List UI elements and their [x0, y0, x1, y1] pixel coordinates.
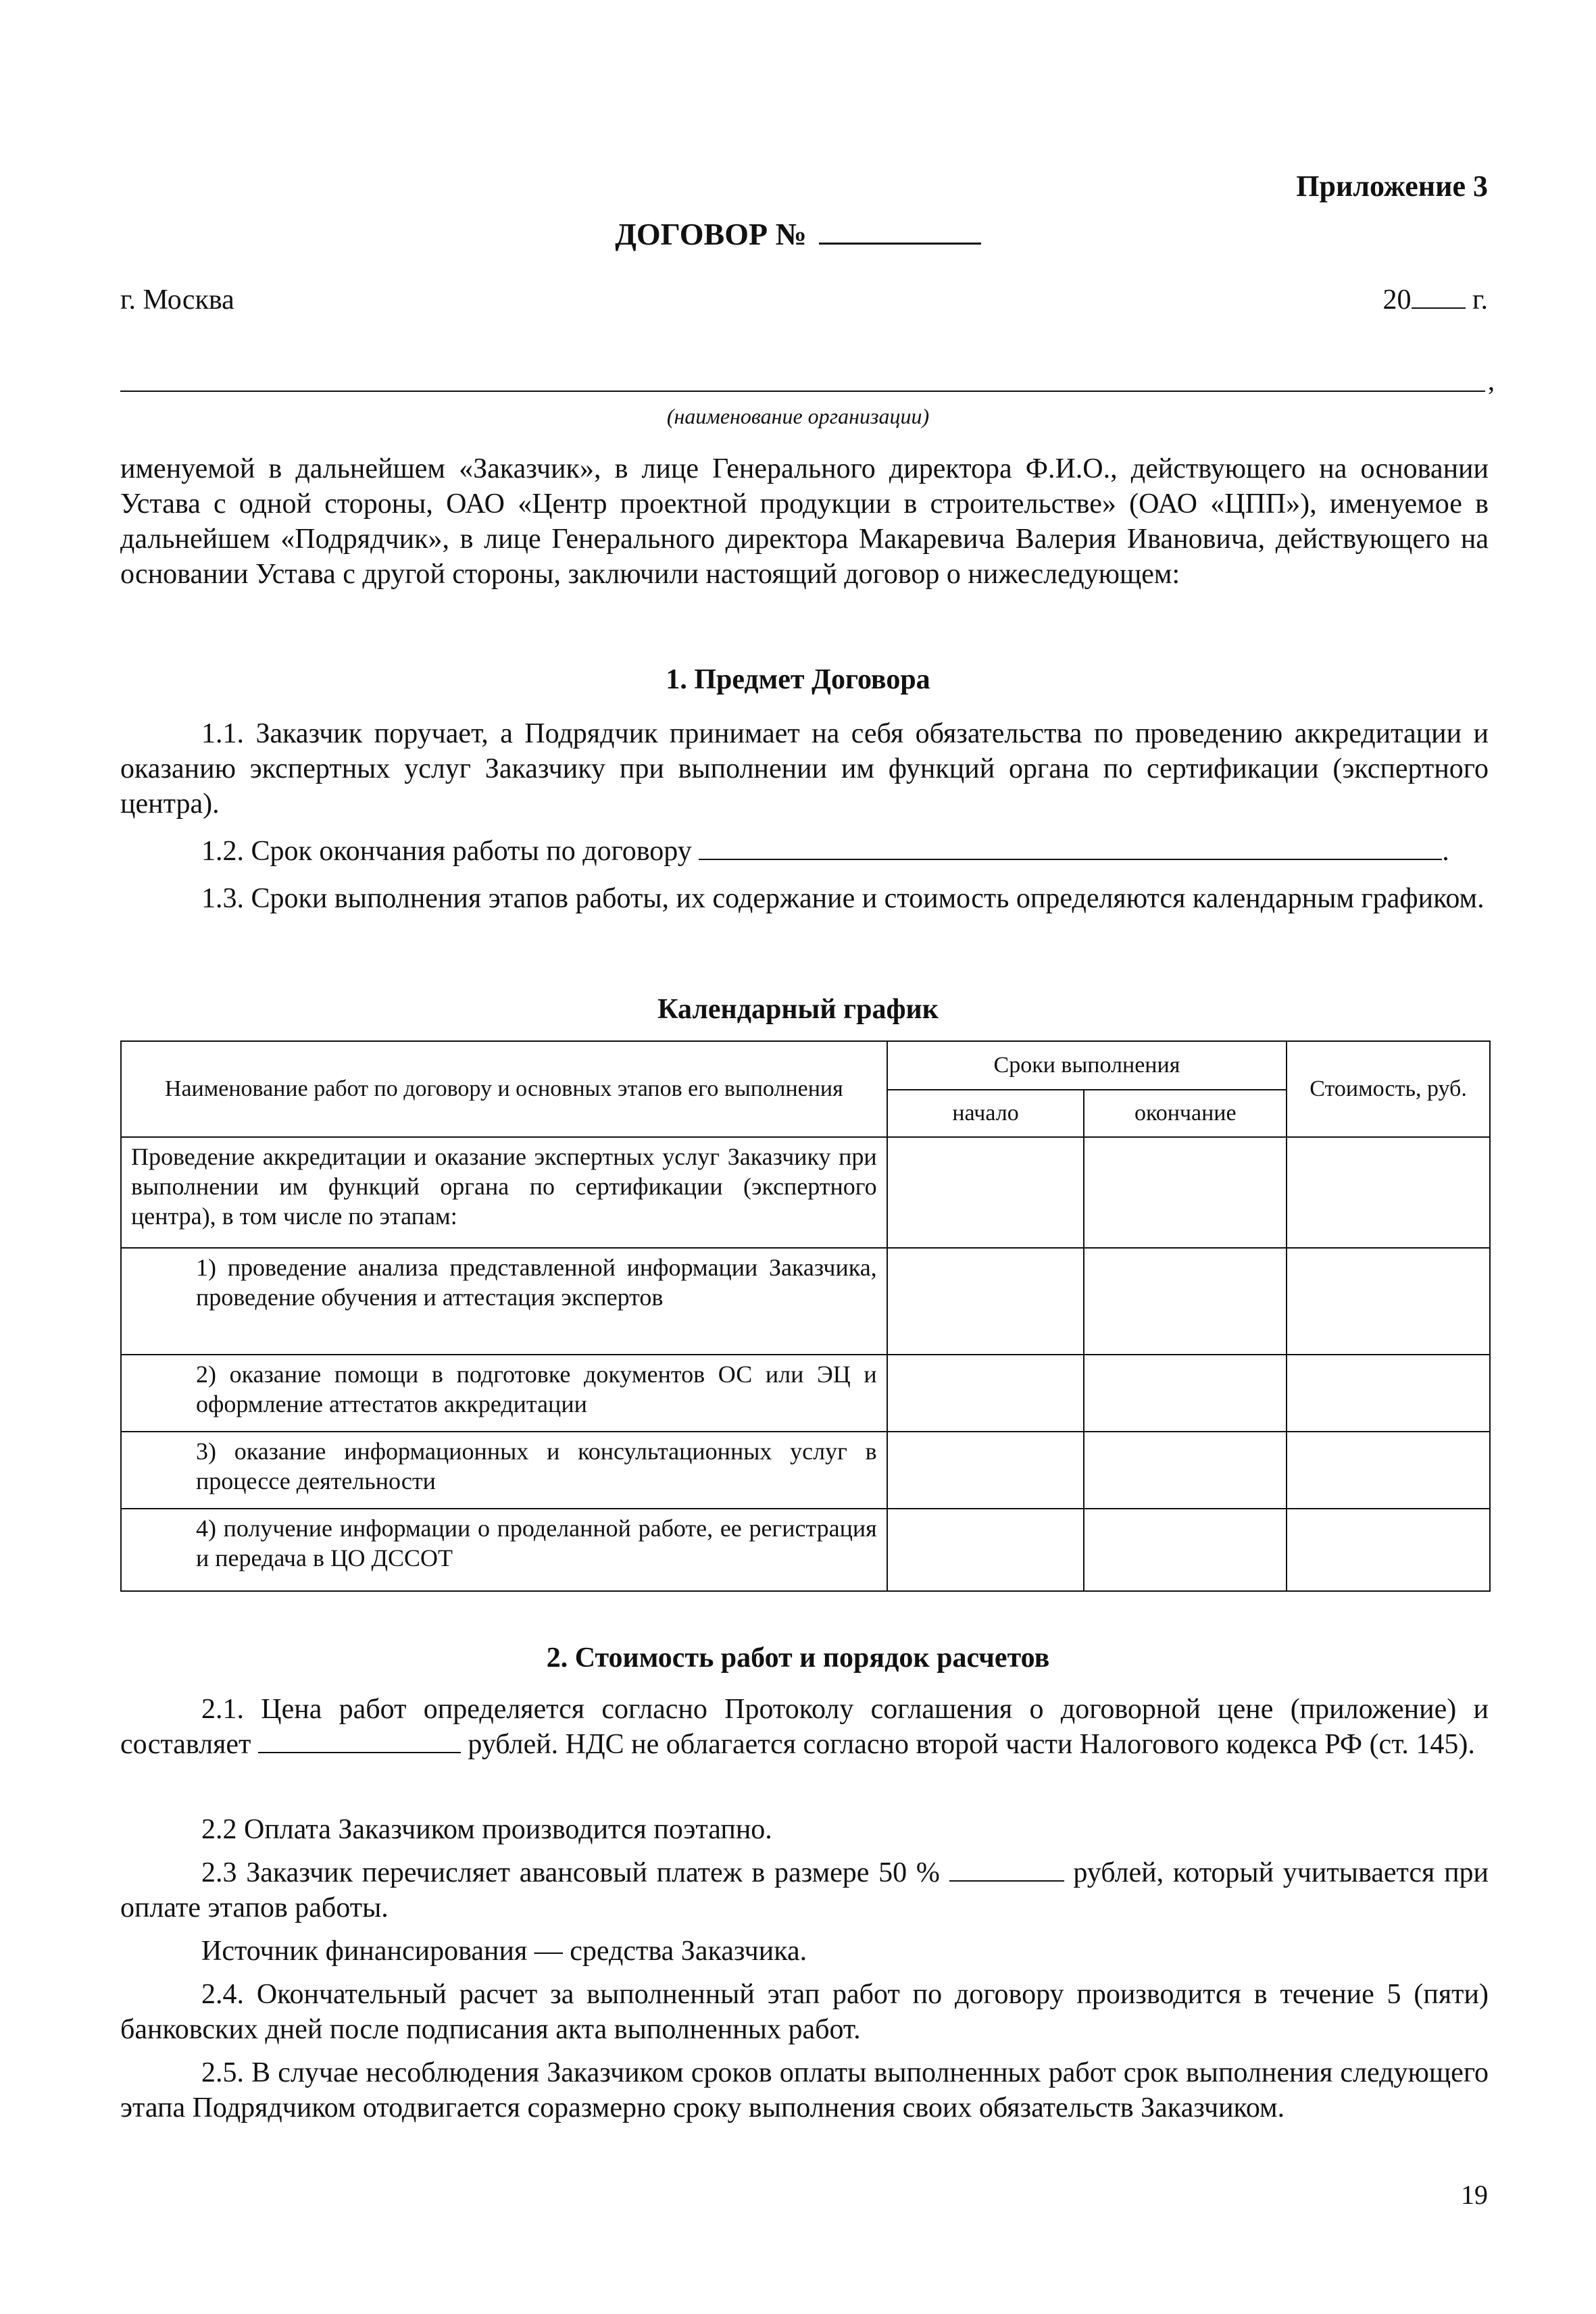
contract-number-blank [819, 217, 981, 245]
schedule-table [120, 1040, 1491, 1592]
clause-2-4: 2.4. Окончательный расчет за выполненный этап работ по договору производится в течение 5 (пяти) банковских дней после подписания акта выполненных работ. [120, 1979, 1489, 2045]
cell-end [1084, 1509, 1287, 1591]
cell-end [1084, 1355, 1287, 1432]
row-stage-4: 4) получение информации о проделанной работе, ее регистрация и передача в ЦО ДССОТ [121, 1509, 887, 1591]
clause-2-3 [120, 1855, 1489, 1926]
contract-date [1383, 284, 1489, 316]
organization-name-line [120, 391, 1485, 392]
row-stage-1: 1) проведение анализа представленной информации Заказчика, проведение обучения и аттестация экспертов [121, 1248, 887, 1355]
cell-cost [1287, 1509, 1490, 1591]
cell-cost [1287, 1137, 1490, 1248]
header-cost: Стоимость, руб. [1287, 1041, 1490, 1137]
clause-2-3-text-b: рублей, который учитывается при оплате этапов работы. [120, 1857, 1489, 1923]
financing-source: Источник финансирования — средства Заказчика. [201, 1936, 807, 1967]
cell-cost [1287, 1355, 1490, 1432]
header-end: окончание [1084, 1090, 1287, 1137]
header-work: Наименование работ по договору и основных этапов его выполнения [121, 1041, 887, 1137]
city: г. Москва [120, 284, 234, 316]
contract-title-text: ДОГОВОР № [615, 217, 807, 251]
cell-end [1084, 1432, 1287, 1509]
cell-cost [1287, 1248, 1490, 1355]
intro-paragraph: именуемой в дальнейшем «Заказчик», в лице Генерального директора Ф.И.О., действующего на основании Устава с одной стороны, ОАО «Центр проектной продукции в строительстве» (ОАО «ЦПП»), именуемое в дальнейшем «Подрядчик», в лице Генерального директора Макаревича Валерия Ивановича, действующего на основании Устава с другой стороны, заключили настоящий договор о нижеследующем: [120, 453, 1489, 590]
table-row [121, 1432, 1490, 1509]
cell-start [887, 1355, 1084, 1432]
clause-2-3-text-a: 2.3 Заказчик перечисляет авансовый платеж в размере 50 % [201, 1857, 940, 1888]
clause-2-1 [120, 1692, 1489, 1762]
clause-2-1-text-b: рублей. НДС не облагается согласно второй части Налогового кодекса РФ (ст. 145). [468, 1729, 1475, 1760]
clause-1-2 [120, 834, 1489, 869]
table-header-row [121, 1041, 1490, 1090]
deadline-blank [699, 838, 1442, 860]
cell-start [887, 1137, 1084, 1248]
organization-caption: (наименование организации) [666, 404, 930, 428]
cell-end [1084, 1137, 1287, 1248]
year-blank [1412, 287, 1466, 309]
table-row [121, 1137, 1490, 1248]
header-terms: Сроки выполнения [887, 1041, 1287, 1090]
table-row [121, 1248, 1490, 1355]
cell-start [887, 1432, 1084, 1509]
clause-1-1: 1.1. Заказчик поручает, а Подрядчик принимает на себя обязательства по проведению аккредитации и оказанию экспертных услуг Заказчику при выполнении им функций органа по сертификации (экспертного центра). [120, 718, 1489, 820]
clause-1-2-end: . [1442, 836, 1449, 867]
page-number: 19 [1461, 2180, 1488, 2210]
schedule-heading: Календарный график [657, 994, 939, 1025]
section-2-heading: 2. Стоимость работ и порядок расчетов [546, 1642, 1050, 1674]
contract-title [0, 216, 1596, 252]
organization-comma: , [1488, 366, 1495, 396]
cell-start [887, 1509, 1084, 1591]
price-blank [258, 1732, 461, 1753]
header-start: начало [887, 1090, 1084, 1137]
year-suffix: г. [1465, 284, 1488, 316]
cell-end [1084, 1248, 1287, 1355]
section-1-heading: 1. Предмет Договора [666, 664, 930, 695]
clause-2-5: 2.5. В случае несоблюдения Заказчиком сроков оплаты выполненных работ срок выполнения следующего этапа Подрядчиком отодвигается соразмерно сроку выполнения своих обязательств Заказчиком. [120, 2057, 1489, 2123]
row-stage-2: 2) оказание помощи в подготовке документов ОС или ЭЦ и оформление аттестатов аккредитации [121, 1355, 887, 1432]
advance-blank [949, 1860, 1064, 1882]
clause-2-2: 2.2 Оплата Заказчиком производится поэтапно. [201, 1814, 772, 1845]
clause-2-1-text-a: 2.1. Цена работ определяется согласно Протоколу соглашения о договорной цене (приложение) и составляет [120, 1694, 1489, 1760]
appendix-label: Приложение 3 [1296, 170, 1488, 203]
table-row [121, 1509, 1490, 1591]
row-main-desc: Проведение аккредитации и оказание экспертных услуг Заказчику при выполнении им функций органа по сертификации (экспертного центра), в том числе по этапам: [121, 1137, 887, 1248]
cell-start [887, 1248, 1084, 1355]
table-row [121, 1355, 1490, 1432]
cell-cost [1287, 1432, 1490, 1509]
row-stage-3: 3) оказание информационных и консультационных услуг в процессе деятельности [121, 1432, 887, 1509]
clause-1-2-text: 1.2. Срок окончания работы по договору [201, 836, 692, 867]
clause-1-3: 1.3. Сроки выполнения этапов работы, их содержание и стоимость определяются календарным графиком. [201, 883, 1485, 914]
year-prefix: 20 [1382, 284, 1412, 316]
